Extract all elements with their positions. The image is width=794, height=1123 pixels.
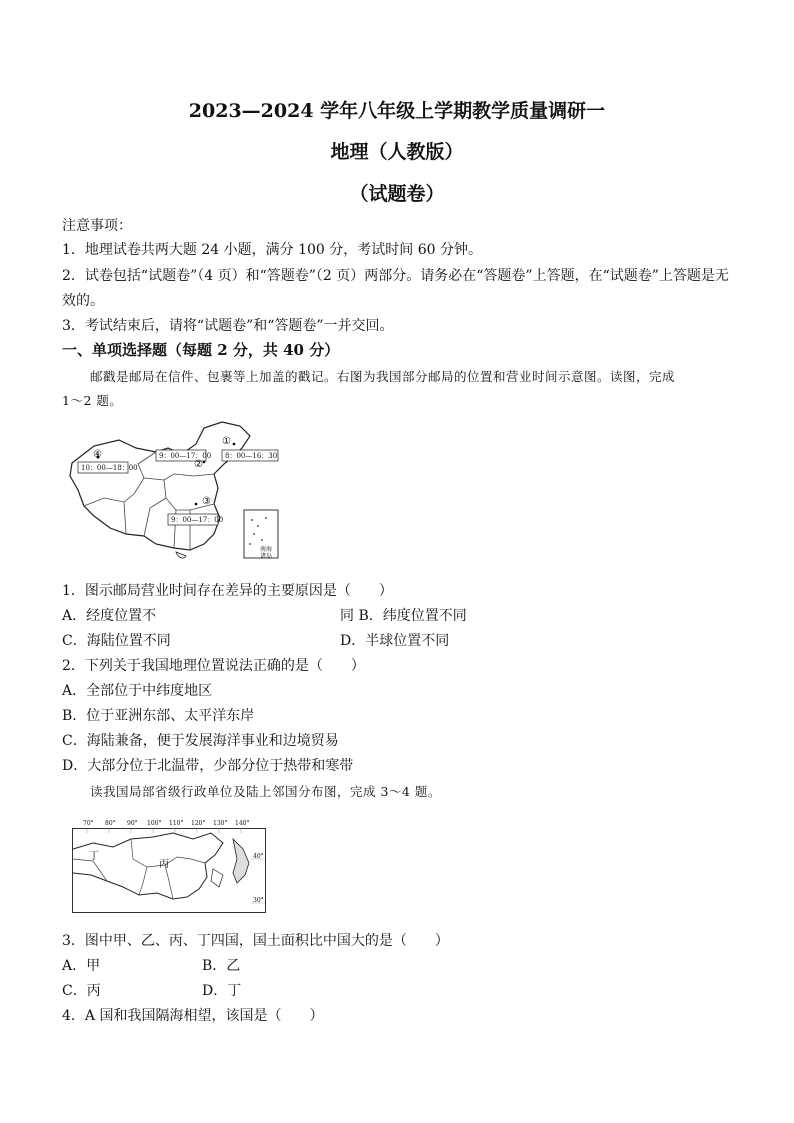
business-hours-label: 9：00—17：00: [159, 452, 212, 460]
question-intro: 读我国局部省级行政单位及陆上邻国分布图，完成 3～4 题。: [90, 784, 441, 799]
longitude-label: 80°: [105, 820, 116, 827]
china-map-image: [64, 418, 290, 566]
option-c: C．丙: [62, 983, 101, 999]
note-item: 1．地理试卷共两大题 24 小题，满分 100 分，考试时间 60 分钟。: [62, 242, 482, 258]
latitude-label: 40°: [253, 853, 264, 860]
neighbour-map-image: [73, 829, 265, 912]
option-b: B．乙: [202, 958, 241, 974]
location-marker-3: ③: [202, 496, 211, 507]
longitude-label: 90°: [127, 820, 138, 827]
paper-type-title: （试题卷）: [349, 183, 445, 205]
option-a: A．经度位置不: [62, 608, 157, 624]
question-4-stem: 4．A 国和我国隔海相望，该国是（ ）: [62, 1008, 324, 1024]
note-item: 效的。: [62, 293, 104, 309]
option-a: A．全部位于中纬度地区: [62, 683, 213, 699]
notes-heading: 注意事项：: [62, 218, 132, 234]
option-c: C．海陆位置不同: [62, 633, 171, 649]
note-item: 3．考试结束后，请将“试题卷”和“答题卷”一并交回。: [62, 318, 394, 334]
neighbour-countries-map: [72, 820, 266, 913]
option-d: D．半球位置不同: [340, 633, 450, 649]
longitude-label: 70°: [83, 820, 94, 827]
option-a: A．甲: [62, 958, 101, 974]
latitude-label: 30°: [253, 897, 264, 904]
business-hours-label: 10：00—18：00: [81, 464, 138, 472]
longitude-label: 110°: [169, 820, 184, 827]
option-c: C．海陆兼备，便于发展海洋事业和边境贸易: [62, 733, 339, 749]
question-3-stem: 3．图中甲、乙、丙、丁四国，国土面积比中国大的是（ ）: [62, 933, 449, 949]
country-label-bing: 丙: [159, 859, 169, 870]
business-hours-label: 8：00—16：30: [225, 452, 278, 460]
option-d: D．丁: [202, 983, 242, 999]
option-b: 同 B．纬度位置不同: [340, 608, 467, 624]
question-intro: 1～2 题。: [62, 393, 123, 408]
section-heading: 一、单项选择题（每题 2 分，共 40 分）: [62, 341, 340, 359]
option-d: D．大部分位于北温带，少部分位于热带和寒带: [62, 758, 354, 774]
country-label-ding: 丁: [89, 851, 99, 862]
question-2-stem: 2．下列关于我国地理位置说法正确的是（ ）: [62, 658, 365, 674]
location-marker-2: ②: [194, 459, 203, 470]
note-item: 2．试卷包括“试题卷”（4 页）和“答题卷”（2 页）两部分。请务必在“答题卷”上答题，在“试题卷”上答题是无: [62, 268, 729, 284]
location-marker-4: ④: [93, 449, 102, 460]
location-marker-1: ①: [222, 436, 231, 447]
inset-label: 南海诸岛: [260, 546, 273, 560]
china-post-office-map: [64, 418, 290, 566]
longitude-label: 130°: [213, 820, 228, 827]
business-hours-label: 9：00—17：00: [171, 516, 224, 524]
question-1-stem: 1．图示邮局营业时间存在差异的主要原因是（ ）: [62, 583, 393, 599]
subject-title: 地理（人教版）: [330, 141, 464, 163]
longitude-label: 100°: [147, 820, 162, 827]
longitude-label: 140°: [235, 820, 250, 827]
option-b: B．位于亚洲东部、太平洋东岸: [62, 708, 255, 724]
question-intro: 邮戳是邮局在信件、包裹等上加盖的戳记。右图为我国部分邮局的位置和营业时间示意图。读图，完成: [90, 369, 676, 384]
exam-title: 2023—2024 学年八年级上学期教学质量调研一: [188, 100, 606, 122]
longitude-label: 120°: [191, 820, 206, 827]
